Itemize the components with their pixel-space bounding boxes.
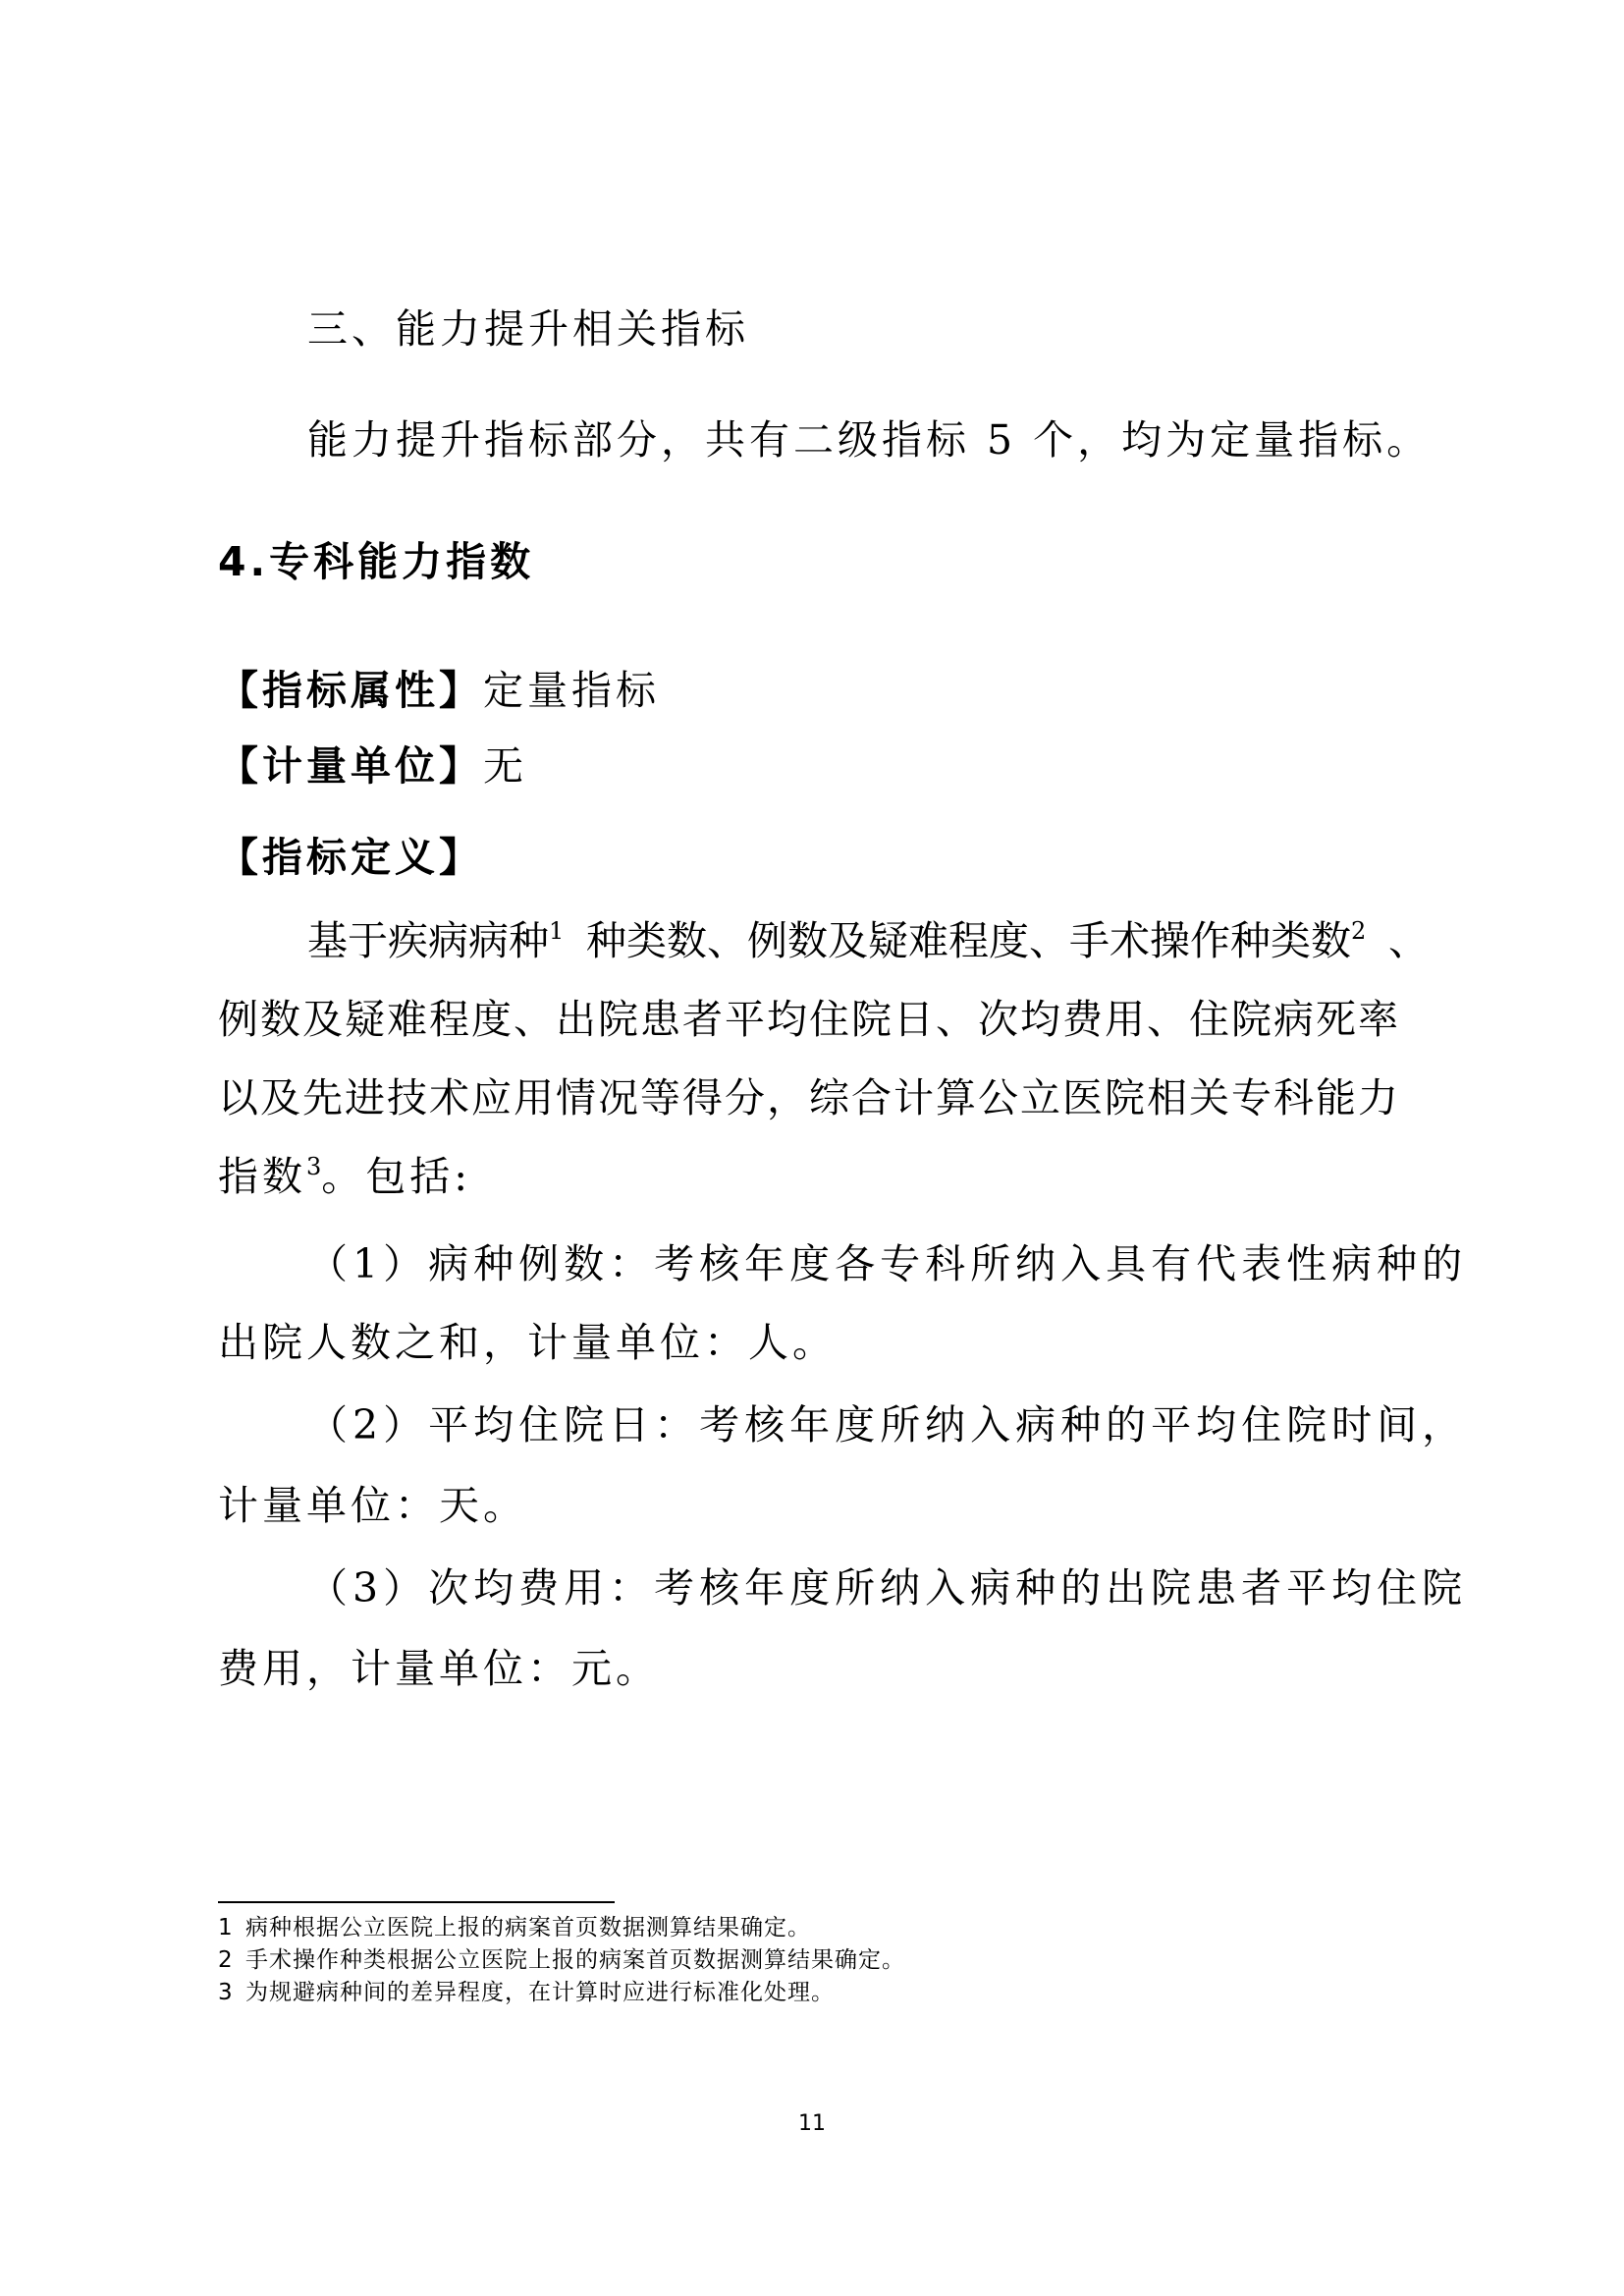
definition-line-1-part-a: 基于疾病病种$^1$: [307, 917, 565, 964]
definition-line-3: 以及先进技术应用情况等得分，综合计算公立医院相关专科能力: [218, 1074, 1400, 1121]
section-heading: 三、能力提升相关指标: [307, 305, 749, 353]
definition-label: 【指标定义】: [218, 834, 483, 881]
footnote-3-number: 3: [218, 1980, 233, 2005]
definition-line-1: [307, 917, 1429, 964]
item-3-line-2: 费用，计量单位：元。: [218, 1645, 660, 1692]
footnote-ref-2: 2: [1351, 917, 1367, 945]
definition-line-1-part-b: 种类数、例数及疑难程度、手术操作种类数$^2$: [586, 917, 1367, 964]
item-1-line-1: （1）病种例数：考核年度各专科所纳入具有代表性病种的: [307, 1240, 1468, 1287]
item-3-line-1: （3）次均费用：考核年度所纳入病种的出院患者平均住院: [307, 1564, 1468, 1612]
indicator-title: 4.专科能力指数: [218, 538, 535, 585]
intro-paragraph: 能力提升指标部分，共有二级指标 5 个，均为定量指标。: [307, 416, 1432, 464]
footnote-1: [218, 1917, 811, 1940]
footnote-1-number: 1: [218, 1915, 233, 1941]
definition-line-1-part-c: 、: [1388, 917, 1429, 964]
unit-row: [218, 742, 527, 790]
definition-line-4: 指数$^3$。包括:: [218, 1153, 472, 1200]
attribute-value: 定量指标: [483, 667, 660, 714]
footnote-2: [218, 1949, 905, 1972]
unit-label: 【计量单位】: [218, 742, 483, 790]
footnote-2-number: 2: [218, 1947, 233, 1973]
footnote-ref-1: 1: [549, 917, 565, 945]
unit-value: 无: [483, 742, 527, 790]
footnote-1-text: 病种根据公立医院上报的病案首页数据测算结果确定。: [245, 1915, 811, 1941]
item-2-line-2: 计量单位：天。: [218, 1482, 527, 1529]
attribute-row: [218, 667, 660, 714]
footnote-ref-3: 3: [306, 1153, 322, 1180]
definition-line-2: 例数及疑难程度、出院患者平均住院日、次均费用、住院病死率: [218, 996, 1400, 1043]
footnote-3-text: 为规避病种间的差异程度，在计算时应进行标准化处理。: [245, 1980, 835, 2005]
footnote-3: [218, 1982, 835, 2004]
footnote-separator: [218, 1901, 615, 1903]
footnote-2-text: 手术操作种类根据公立医院上报的病案首页数据测算结果确定。: [245, 1947, 905, 1973]
page-number: 11: [798, 2111, 826, 2136]
item-2-line-1: （2）平均住院日：考核年度所纳入病种的平均住院时间，: [307, 1401, 1468, 1449]
attribute-label: 【指标属性】: [218, 667, 483, 714]
item-1-line-2: 出院人数之和，计量单位：人。: [218, 1319, 837, 1366]
